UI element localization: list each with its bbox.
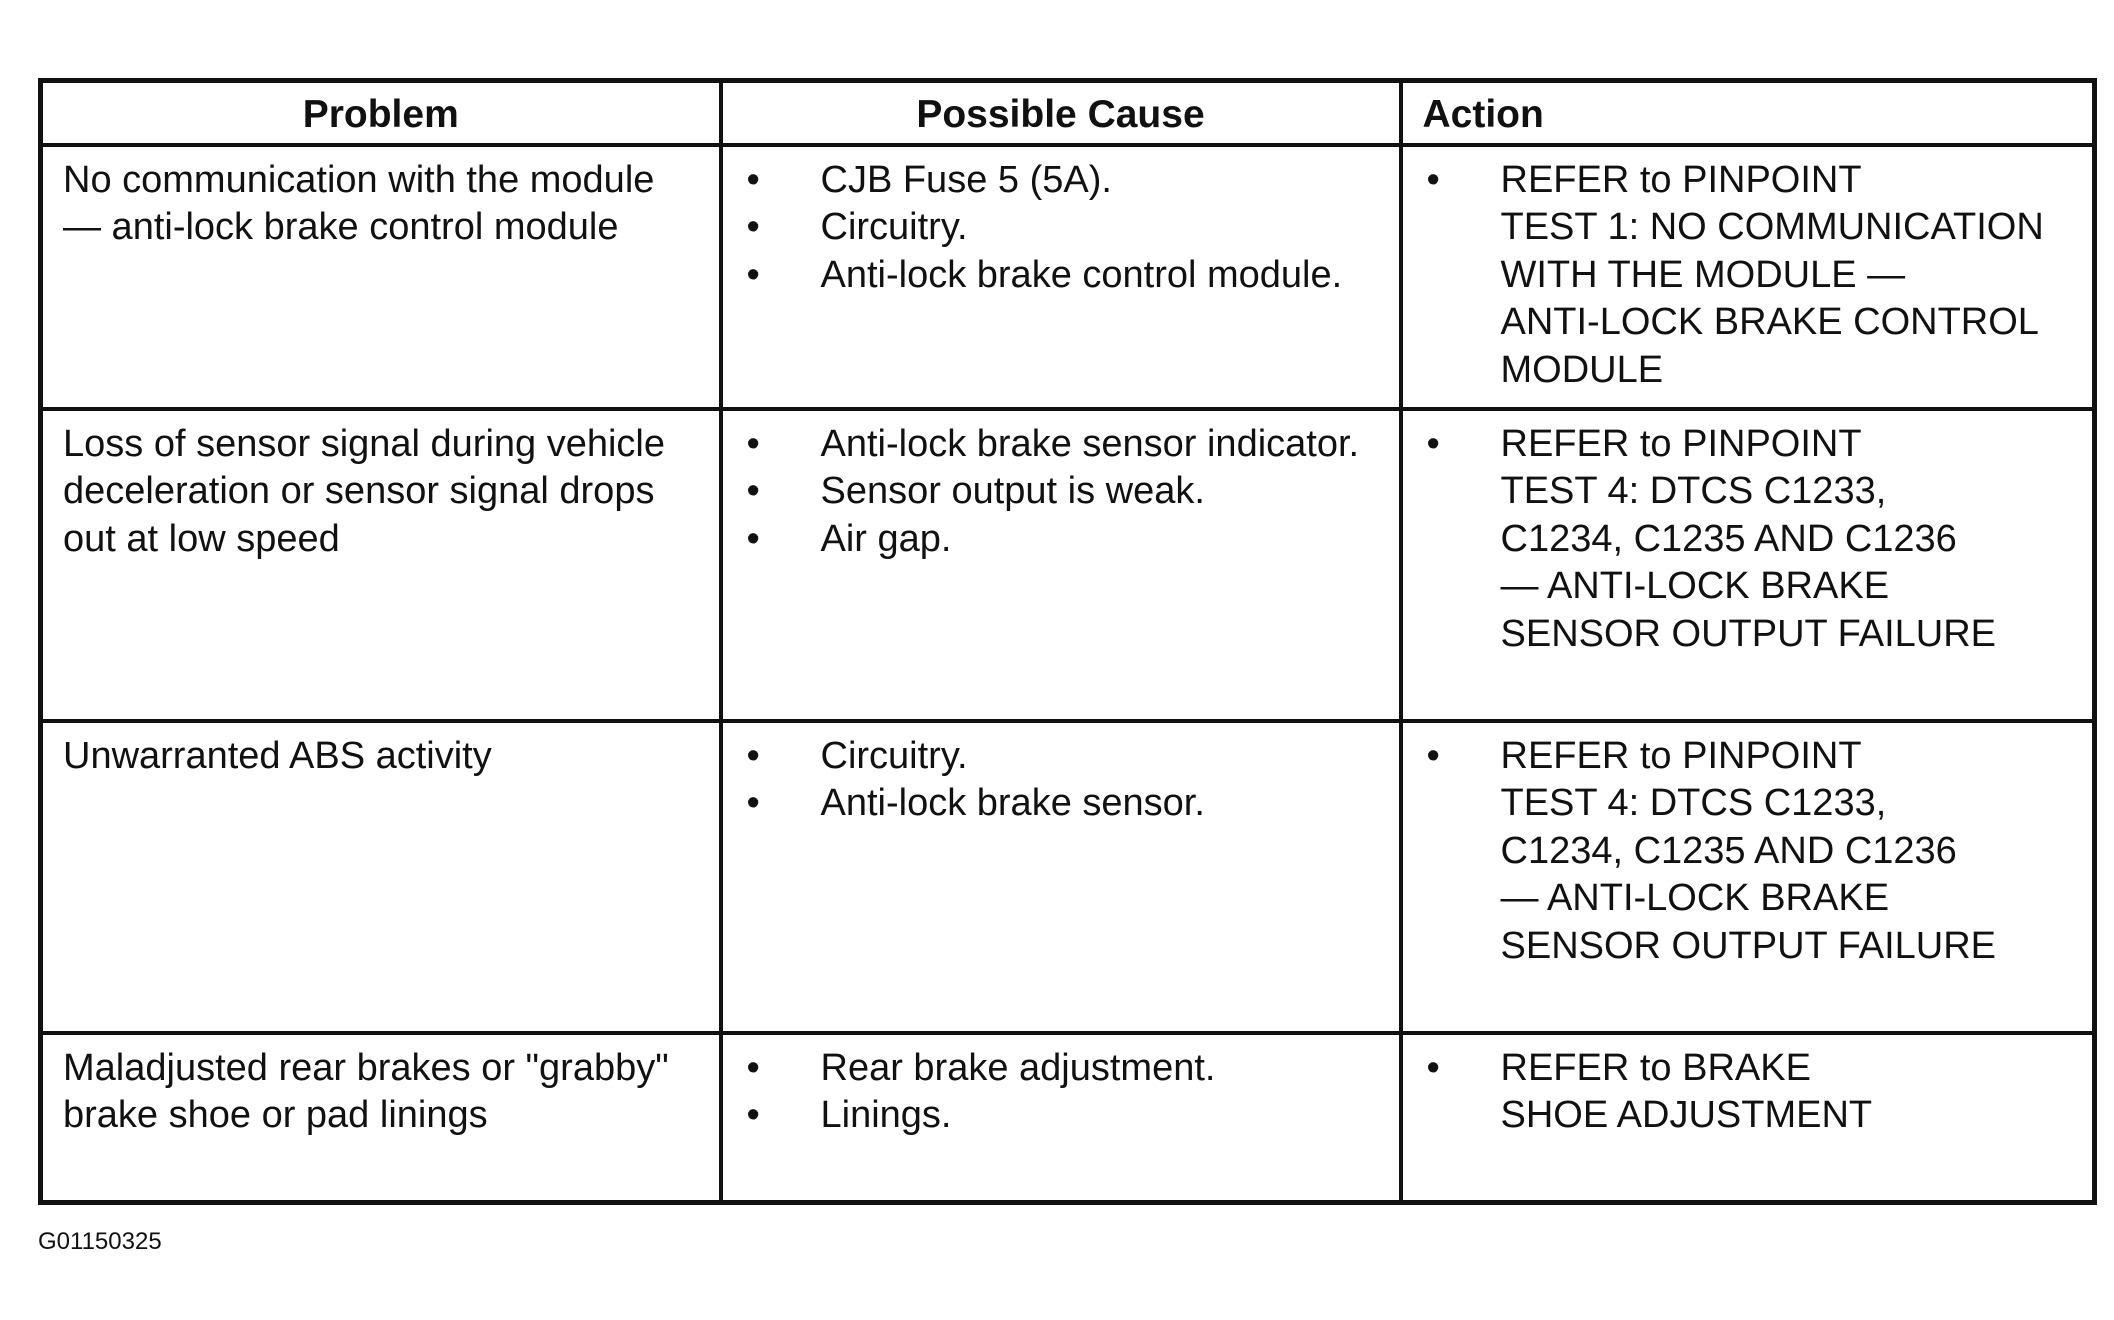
bullet-icon: • bbox=[746, 206, 760, 248]
problem-cell bbox=[41, 721, 721, 1033]
bullet-icon: • bbox=[1426, 1046, 1440, 1089]
problem-text: Loss of sensor signal during vehicle deceleration or sensor signal drops out at low speed bbox=[63, 422, 666, 560]
action-item: • REFER to PINPOINT TEST 4: DTCS C1233, C1234, C1235 AND C1236 — ANTI-LOCK BRAKE SENSOR OUTPUT FAILURE bbox=[1426, 734, 1997, 967]
action-item: • REFER to BRAKE SHOE ADJUSTMENT bbox=[1426, 1046, 1873, 1136]
cause-cell bbox=[721, 409, 1401, 721]
cause-item: • Anti-lock brake control module. bbox=[743, 252, 1379, 300]
bullet-icon: • bbox=[746, 1094, 760, 1136]
bullet-icon: • bbox=[746, 1046, 760, 1089]
table-row bbox=[41, 1033, 2095, 1203]
figure-id-label: G01150325 bbox=[38, 1228, 162, 1255]
problem-cell bbox=[41, 145, 721, 409]
bullet-icon: • bbox=[746, 734, 760, 777]
header-problem: Problem bbox=[41, 81, 721, 145]
bullet-icon: • bbox=[746, 422, 760, 465]
action-item: • REFER to PINPOINT TEST 1: NO COMMUNICATION WITH THE MODULE — ANTI-LOCK BRAKE CONTROL MODULE bbox=[1426, 158, 2044, 391]
cause-item: • Linings. bbox=[743, 1092, 1379, 1140]
cause-list bbox=[743, 1045, 1379, 1140]
bullet-icon: • bbox=[746, 517, 760, 560]
bullet-icon: • bbox=[746, 470, 760, 512]
action-cell bbox=[1401, 145, 2095, 409]
cause-item: • Circuitry. bbox=[743, 204, 1379, 252]
problem-text: Unwarranted ABS activity bbox=[63, 734, 492, 777]
action-cell bbox=[1401, 721, 2095, 1033]
bullet-icon: • bbox=[1426, 734, 1440, 777]
symptom-chart-table bbox=[38, 78, 2097, 1205]
action-cell bbox=[1401, 1033, 2095, 1203]
bullet-icon: • bbox=[1426, 422, 1440, 465]
problem-text: Maladjusted rear brakes or "grabby" brake shoe or pad linings bbox=[63, 1046, 669, 1136]
cause-list bbox=[743, 733, 1379, 828]
header-possible-cause: Possible Cause bbox=[721, 81, 1401, 145]
cause-item: • Sensor output is weak. bbox=[743, 468, 1379, 516]
table-row bbox=[41, 721, 2095, 1033]
bullet-icon: • bbox=[746, 253, 760, 296]
cause-item: • Rear brake adjustment. bbox=[743, 1045, 1379, 1093]
cause-item: • Anti-lock brake sensor indicator. bbox=[743, 421, 1379, 469]
cause-cell bbox=[721, 721, 1401, 1033]
bullet-icon: • bbox=[1426, 158, 1440, 201]
action-list bbox=[1423, 157, 2073, 395]
table-row bbox=[41, 409, 2095, 721]
action-item: • REFER to PINPOINT TEST 4: DTCS C1233, C1234, C1235 AND C1236 — ANTI-LOCK BRAKE SENSOR OUTPUT FAILURE bbox=[1426, 422, 1997, 655]
cause-list bbox=[743, 421, 1379, 564]
action-list bbox=[1423, 733, 2073, 971]
action-list bbox=[1423, 1045, 2073, 1140]
problem-cell bbox=[41, 409, 721, 721]
bullet-icon: • bbox=[746, 782, 760, 824]
cause-item: • Anti-lock brake sensor. bbox=[743, 780, 1379, 828]
cause-cell bbox=[721, 1033, 1401, 1203]
header-action: Action bbox=[1401, 81, 2095, 145]
cause-item: • CJB Fuse 5 (5A). bbox=[743, 157, 1379, 205]
problem-cell bbox=[41, 1033, 721, 1203]
problem-text: No communication with the module — anti-lock brake control module bbox=[63, 158, 655, 248]
cause-item: • Circuitry. bbox=[743, 733, 1379, 781]
cause-cell bbox=[721, 145, 1401, 409]
cause-list bbox=[743, 157, 1379, 300]
action-cell bbox=[1401, 409, 2095, 721]
action-list bbox=[1423, 421, 2073, 659]
cause-item: • Air gap. bbox=[743, 516, 1379, 564]
bullet-icon: • bbox=[746, 158, 760, 201]
table-row bbox=[41, 145, 2095, 409]
header-row bbox=[41, 81, 2095, 145]
